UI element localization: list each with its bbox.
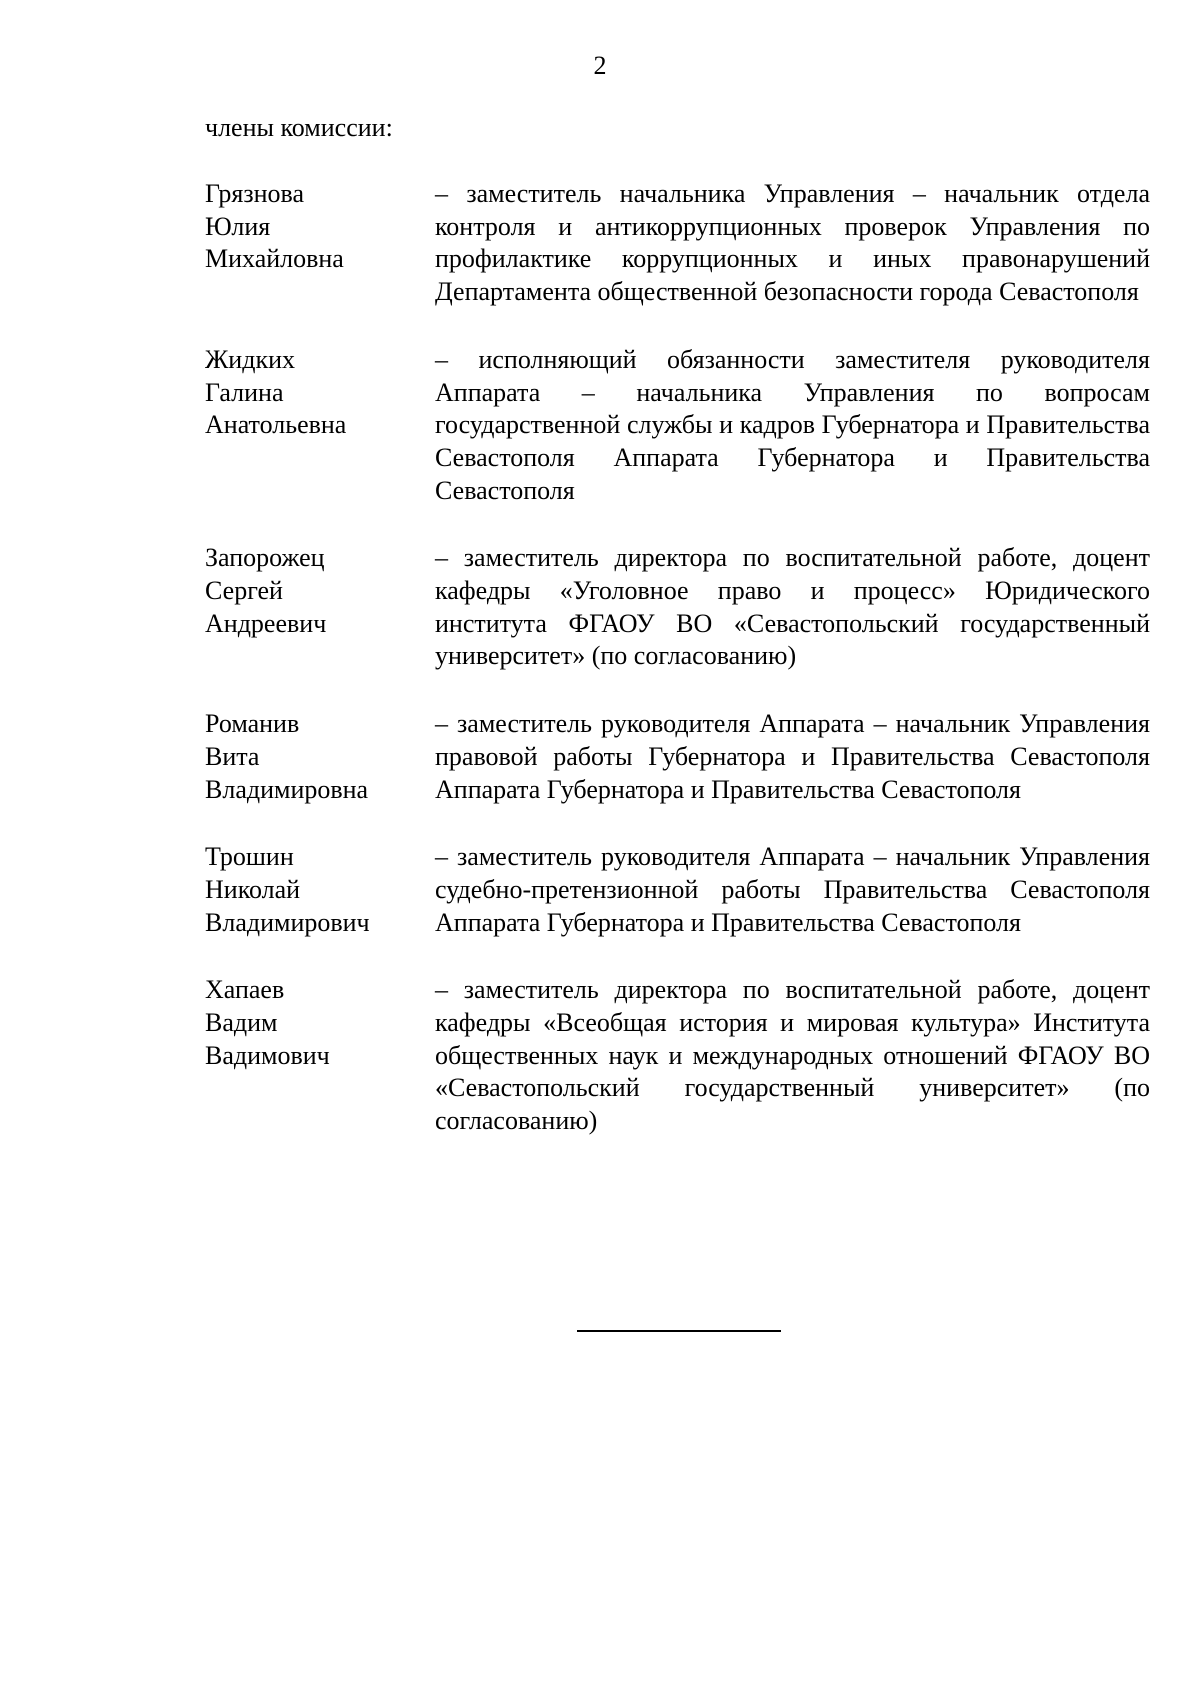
member-first-name: Вита [205, 741, 260, 771]
member-name [205, 974, 435, 1138]
member-position: – заместитель директора по воспитательной работе, доцент кафедры «Уголовное право и процесс» Юридического института ФГАОУ ВО «Севастопольский государственный университет» (по согласованию) [435, 543, 1150, 671]
member-patronymic: Михайловна [205, 244, 344, 274]
member-name [205, 542, 435, 673]
member-surname: Хапаев [205, 975, 285, 1005]
member-surname: Трошин [205, 842, 294, 872]
member-name [205, 344, 435, 508]
member-position: – заместитель начальника Управления – начальник отдела контроля и антикоррупционных проверок Управления по профилактике коррупционных и иных правонарушений Департамента общественной безопасности города Севастополя [435, 179, 1150, 307]
member-surname: Романив [205, 709, 300, 739]
member-patronymic: Владимировна [205, 774, 369, 804]
member-first-name: Николай [205, 874, 301, 904]
member-first-name: Вадим [205, 1008, 278, 1038]
page-number: 2 [593, 51, 607, 80]
member-entry [205, 542, 1150, 673]
member-position: – заместитель руководителя Аппарата – начальник Управления правовой работы Губернатора и Правительства Севастополя Аппарата Губернатора и Правительства Севастополя [435, 709, 1150, 804]
section-heading: члены комиссии: [205, 113, 393, 142]
member-position: – заместитель директора по воспитательной работе, доцент кафедры «Всеобщая история и мировая культура» Института общественных наук и международных отношений ФГАОУ ВО «Севастопольский государственный университет» (по согласованию) [435, 975, 1150, 1136]
end-of-list-rule [577, 1330, 781, 1332]
member-entry [205, 841, 1150, 939]
members-list [205, 178, 1150, 1173]
member-name [205, 178, 435, 309]
member-patronymic: Вадимович [205, 1040, 330, 1070]
member-entry [205, 708, 1150, 806]
member-entry [205, 178, 1150, 309]
member-surname: Грязнова [205, 179, 305, 208]
member-surname: Жидких [205, 344, 295, 374]
member-entry [205, 344, 1150, 508]
member-name [205, 841, 435, 939]
member-patronymic: Андреевич [205, 608, 327, 638]
member-first-name: Галина [205, 377, 284, 407]
member-patronymic: Анатольевна [205, 410, 347, 440]
member-entry [205, 974, 1150, 1138]
member-position: – заместитель руководителя Аппарата – начальник Управления судебно-претензионной работы Правительства Севастополя Аппарата Губернатора и Правительства Севастополя [435, 842, 1150, 937]
member-position: – исполняющий обязанности заместителя руководителя Аппарата – начальника Управления по вопросам государственной службы и кадров Губернатора и Правительства Севастополя Аппарата Губернатора и Правительства Севастополя [435, 344, 1150, 505]
member-first-name: Юлия [205, 211, 271, 241]
member-first-name: Сергей [205, 576, 283, 606]
member-name [205, 708, 435, 806]
member-surname: Запорожец [205, 543, 325, 573]
member-patronymic: Владимирович [205, 907, 370, 937]
